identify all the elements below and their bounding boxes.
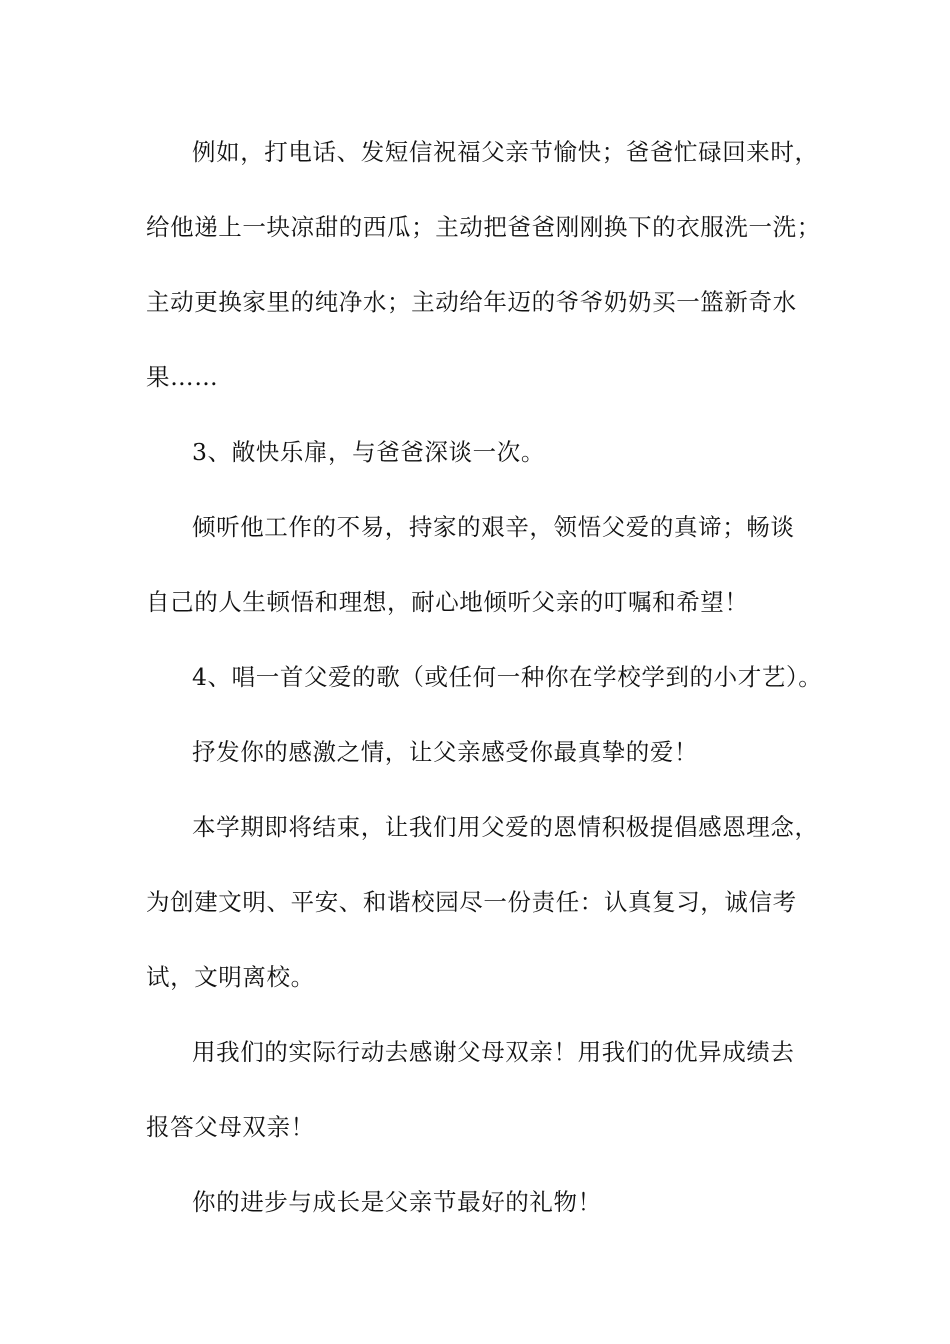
text-line: 为创建文明、平安、和谐校园尽一份责任：认真复习，诚信考 [146, 888, 797, 916]
text-line: 你的进步与成长是父亲节最好的礼物！ [192, 1188, 602, 1216]
text-line: 用我们的实际行动去感谢父母双亲！用我们的优异成绩去 [192, 1038, 795, 1066]
text-line: 给他递上一块凉甜的西瓜；主动把爸爸刚刚换下的衣服洗一洗； [146, 213, 821, 241]
text-line: 试，文明离校。 [146, 963, 315, 991]
text-line: 例如，打电话、发短信祝福父亲节愉快；爸爸忙碌回来时， [192, 138, 819, 166]
list-item-heading: 3、敞快乐扉，与爸爸深谈一次。 [192, 438, 545, 466]
text-line: 本学期即将结束，让我们用父爱的恩情积极提倡感恩理念， [192, 813, 819, 841]
text-line: 倾听他工作的不易，持家的艰辛，领悟父爱的真谛；畅谈 [192, 513, 795, 541]
text-line: 抒发你的感激之情，让父亲感受你最真挚的爱！ [192, 738, 699, 766]
text-line: 果…… [146, 363, 219, 391]
text-line: 主动更换家里的纯净水；主动给年迈的爷爷奶奶买一篮新奇水 [146, 288, 797, 316]
list-item-heading: 4、唱一首父爱的歌（或任何一种你在学校学到的小才艺）。 [192, 663, 823, 691]
text-line: 报答父母双亲！ [146, 1113, 315, 1141]
text-line: 自己的人生顿悟和理想，耐心地倾听父亲的叮嘱和希望！ [146, 588, 749, 616]
